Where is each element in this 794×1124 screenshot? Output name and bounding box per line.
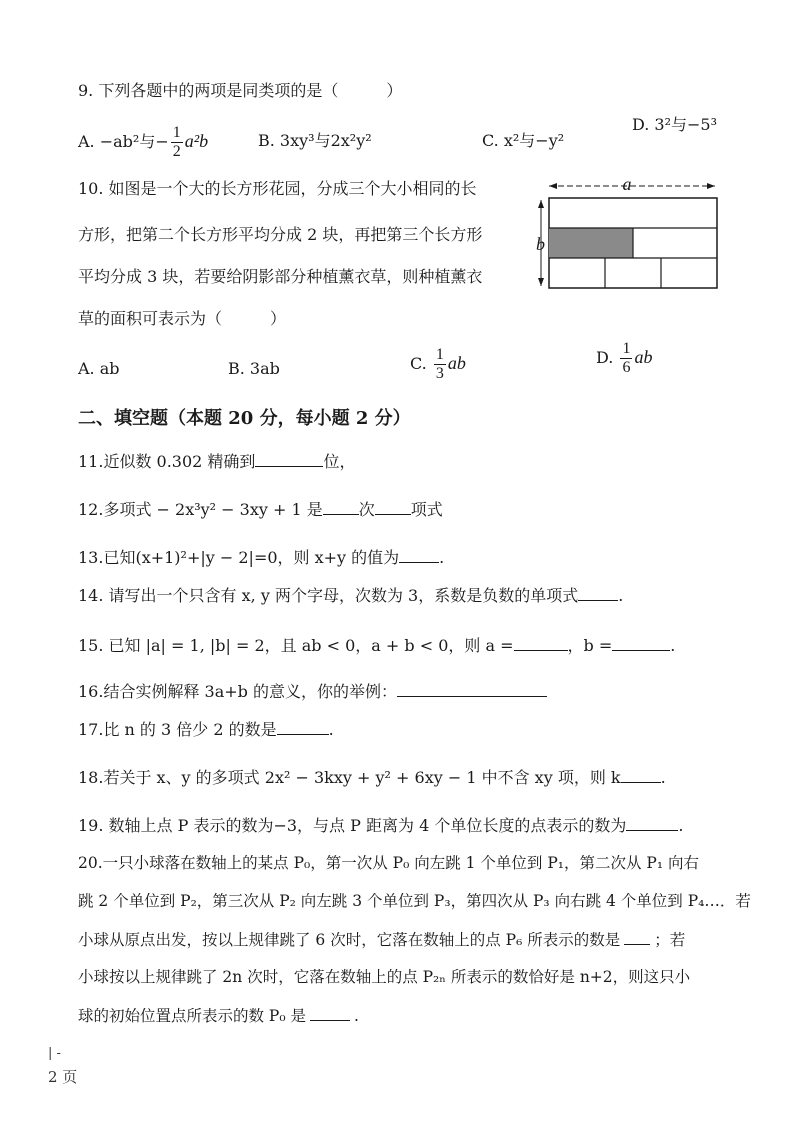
q19-text: 19. 数轴上点 P 表示的数为−3，与点 P 距离为 4 个单位长度的点表示的数为: [78, 816, 627, 835]
q11-tail: 位，: [323, 452, 356, 471]
question-10-option-a: A. ab: [78, 359, 120, 378]
q12-tail: 项式: [410, 500, 443, 519]
q15-mid: ，b =: [567, 636, 613, 655]
question-9-stem: 9. 下列各题中的两项是同类项的是（ ）: [78, 81, 403, 100]
arrow-right-head: [707, 183, 715, 189]
q12-text: 12.多项式 − 2x³y² − 3xy + 1 是: [78, 500, 323, 519]
q15-blank-a[interactable]: [514, 634, 568, 651]
option-c-tail: ab: [447, 353, 466, 373]
q19-blank[interactable]: [626, 814, 678, 831]
fraction-denominator: 3: [435, 365, 444, 382]
question-9-option-c: C. x²与−y²: [482, 131, 565, 150]
q20-blank-2[interactable]: [310, 1004, 350, 1021]
question-10-option-d: [596, 340, 652, 377]
question-17: [78, 718, 334, 741]
q17-tail: .: [328, 720, 334, 739]
q12-mid: 次: [358, 500, 375, 519]
q11-blank[interactable]: [255, 450, 323, 467]
q12-blank-1[interactable]: [323, 498, 359, 515]
option-c-fraction: [434, 346, 446, 383]
option-d-prefix: D.: [596, 348, 614, 367]
q18-blank[interactable]: [621, 766, 661, 783]
q19-tail: .: [678, 816, 684, 835]
garden-figure: [535, 178, 725, 298]
q14-tail: .: [618, 586, 624, 605]
question-11: [78, 450, 355, 473]
option-a-text: A. −ab²与−: [78, 132, 169, 151]
question-10-line-1: 10. 如图是一个大的长方形花园，分成三个大小相同的长: [78, 179, 477, 198]
question-9-option-d: D. 3²与−5³: [632, 115, 718, 134]
q16-blank[interactable]: [397, 680, 547, 697]
fraction-numerator: 1: [622, 340, 631, 357]
question-20-line-2: 跳 2 个单位到 P₂，第三次从 P₂ 向左跳 3 个单位到 P₃，第四次从 P₃ 向右跳 4 个单位到 P₄…．若: [78, 892, 751, 910]
option-d-fraction: [620, 340, 632, 377]
garden-diagram: [535, 178, 725, 294]
question-10-line-3: 平均分成 3 块，若要给阴影部分种植薰衣草，则种植薰衣: [78, 267, 483, 286]
question-18: [78, 766, 666, 789]
question-10-line-4: 草的面积可表示为（ ）: [78, 309, 287, 328]
q18-tail: .: [660, 768, 666, 787]
q20-blank-1[interactable]: [624, 928, 650, 945]
option-d-tail: ab: [634, 347, 653, 367]
option-a-tail: a²b: [184, 131, 209, 151]
q20-line5-tail: .: [354, 1007, 359, 1025]
question-12: [78, 498, 443, 521]
q20-line3-tail: ；若: [654, 931, 686, 949]
q17-text: 17.比 n 的 3 倍少 2 的数是: [78, 720, 277, 739]
q11-text: 11.近似数 0.302 精确到: [78, 452, 256, 471]
section-2-heading: 二、填空题（本题 20 分，每小题 2 分）: [78, 408, 411, 429]
shaded-region: [549, 228, 633, 258]
q20-line5-text: 球的初始位置点所表示的数 P₀ 是: [78, 1007, 306, 1025]
fraction-denominator: 2: [172, 143, 181, 160]
option-a-fraction: [171, 124, 183, 161]
q15-tail: .: [670, 636, 676, 655]
fraction-numerator: 1: [435, 346, 444, 363]
fraction-denominator: 6: [622, 359, 631, 376]
question-20-line-1: 20.一只小球落在数轴上的某点 P₀，第一次从 P₀ 向左跳 1 个单位到 P₁，第二次从 P₁ 向右: [78, 854, 700, 872]
q14-blank[interactable]: [578, 584, 618, 601]
q13-text: 13.已知(x+1)²+|y − 2|=0，则 x+y 的值为: [78, 548, 400, 567]
question-9-option-a: [78, 124, 208, 161]
q17-blank[interactable]: [277, 718, 329, 735]
label-b: b: [536, 234, 545, 254]
q14-text: 14. 请写出一个只含有 x, y 两个字母，次数为 3，系数是负数的单项式: [78, 586, 579, 605]
page-number: 2 页: [48, 1068, 78, 1086]
label-a: a: [622, 178, 632, 194]
question-20-line-3: [78, 928, 685, 951]
question-10-option-b: B. 3ab: [228, 359, 280, 378]
q15-text: 15. 已知 |a| = 1, |b| = 2，且 ab < 0，a + b < 0，则 a =: [78, 636, 514, 655]
arrow-left-head: [549, 183, 557, 189]
q16-text: 16.结合实例解释 3a+b 的意义，你的举例：: [78, 682, 397, 701]
option-c-prefix: C.: [410, 354, 427, 373]
q13-blank[interactable]: [399, 546, 439, 563]
arrow-bottom-head: [538, 278, 544, 286]
question-15: [78, 634, 675, 657]
question-20-line-5: [78, 1004, 359, 1027]
question-10-option-c: [410, 346, 466, 383]
arrow-top-head: [538, 200, 544, 208]
question-16: [78, 680, 547, 703]
q13-tail: .: [439, 548, 445, 567]
q18-text: 18.若关于 x、y 的多项式 2x² − 3kxy + y² + 6xy − 1 中不含 xy 项，则 k: [78, 768, 621, 787]
footer-mark: | -: [48, 1046, 61, 1061]
question-14: [78, 584, 623, 607]
question-10-line-2: 方形，把第二个长方形平均分成 2 块，再把第三个长方形: [78, 225, 483, 244]
q20-line3-text: 小球从原点出发，按以上规律跳了 6 次时，它落在数轴上的点 P₆ 所表示的数是: [78, 931, 621, 949]
question-13: [78, 546, 444, 569]
question-9-option-b: B. 3xy³与2x²y²: [258, 131, 372, 150]
question-19: [78, 814, 683, 837]
question-20-line-4: 小球按以上规律跳了 2n 次时，它落在数轴上的点 P₂ₙ 所表示的数恰好是 n+2，则这只小: [78, 968, 691, 986]
fraction-numerator: 1: [172, 124, 181, 141]
q15-blank-b[interactable]: [612, 634, 670, 651]
q12-blank-2[interactable]: [375, 498, 411, 515]
